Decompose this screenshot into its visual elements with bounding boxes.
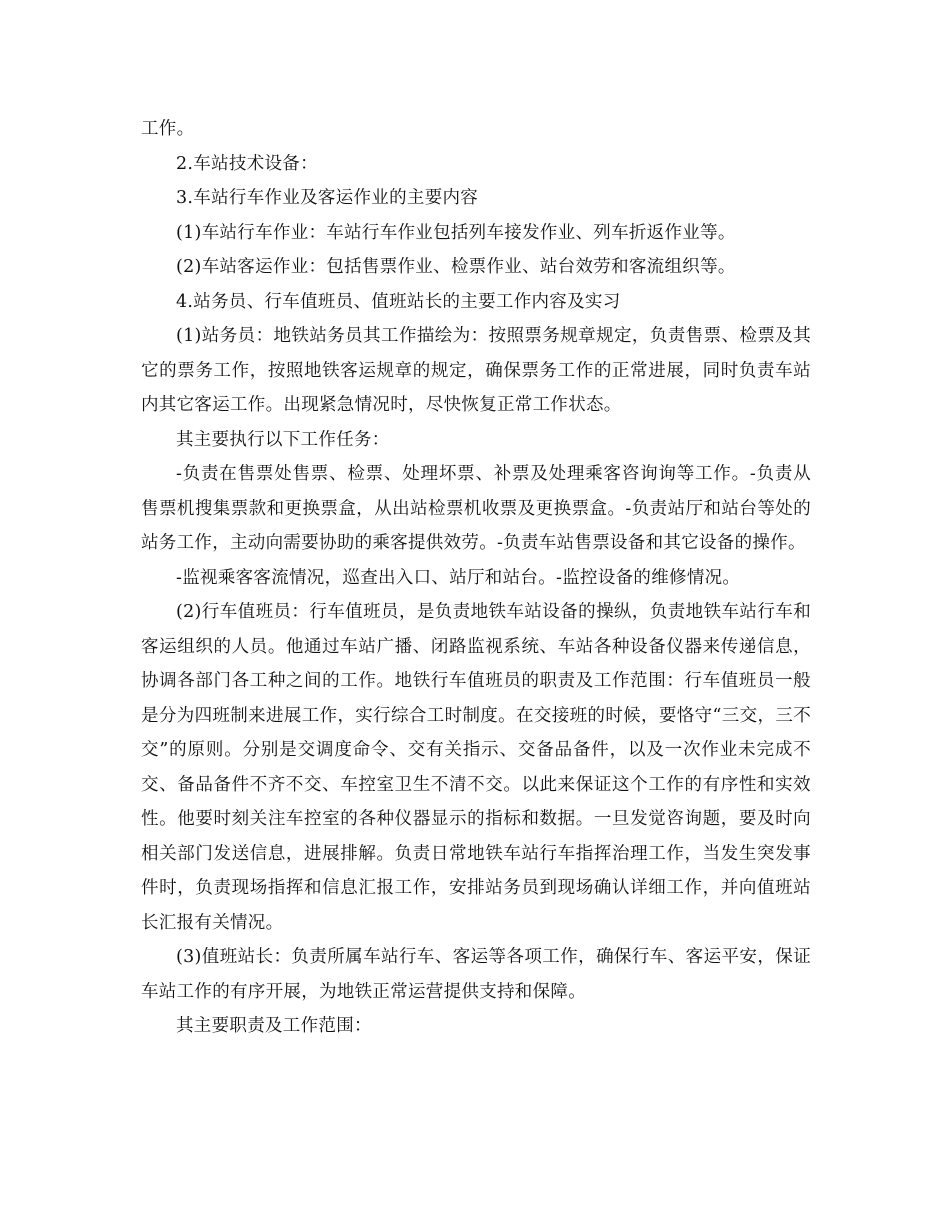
paragraph-continuation: 工作。 bbox=[141, 119, 195, 139]
paragraph-station-equipment: 2.车站技术设备： bbox=[176, 153, 318, 174]
paragraph-task-list: -负责在售票处售票、检票、处理坏票、补票及处理乘客咨询询等工作。-负责从售票机搜集票款和更换票盒，从出站检票机收票及更换票盒。-负责站厅和站台等处的站务工作，主动向需要协助的乘客提供效劳。-负责车站售票设备和其它设备的操作。 bbox=[141, 464, 811, 553]
paragraph-duties-intro: 其主要职责及工作范围： bbox=[176, 1016, 372, 1036]
paragraph-monitoring: -监视乘客客流情况，巡查出入口、站厅和站台。-监控设备的维修情况。 bbox=[176, 567, 741, 588]
paragraph-station-attendant: (1)站务员：地铁站务员其工作描绘为：按照票务规章规定，负责售票、检票及其它的票务工作，按照地铁客运规章的规定，确保票务工作的正常进展，同时负责车站内其它客运工作。出现紧急情况时，尽快恢复正常工作状态。 bbox=[141, 326, 811, 415]
paragraph-passenger-operations: (2)车站客运作业：包括售票作业、检票作业、站台效劳和客流组织等。 bbox=[176, 257, 736, 277]
paragraph-duty-officer: (2)行车值班员：行车值班员，是负责地铁车站设备的操纵，负责地铁车站行车和客运组织的人员。他通过车站广播、闭路监视系统、车站各种设备仪器来传递信息，协调各部门各工种之间的工作。地铁行车值班员的职责及工作范围：行车值班员一般是分为四班制来进展工作，实行综合工时制度。在交接班的时候，要恪守“三交，三不交”的原则。分别是交调度命令、交有关指示、交备品备件，以及一次作业未完成不交、备品备件不齐不交、车控室卫生不清不交。以此来保证这个工作的有序性和实效性。他要时刻关注车控室的各种仪器显示的指标和数据。一旦发觉咨询题，要及时向相关部门发送信息，进展排解。负责日常地铁车站行车指挥治理工作，当发生突发事件时，负责现场指挥和信息汇报工作，安排站务员到现场确认详细工作，并向值班站长汇报有关情况。 bbox=[141, 602, 811, 933]
paragraph-operations-heading: 3.车站行车作业及客运作业的主要内容 bbox=[176, 188, 479, 208]
paragraph-station-master: (3)值班站长：负责所属车站行车、客运等各项工作，确保行车、客运平安，保证车站工作的有序开展，为地铁正常运营提供支持和保障。 bbox=[141, 947, 811, 1002]
paragraph-tasks-intro: 其主要执行以下工作任务： bbox=[176, 429, 390, 450]
paragraph-roles-heading: 4.站务员、行车值班员、值班站长的主要工作内容及实习 bbox=[176, 291, 621, 312]
paragraph-train-operations: (1)车站行车作业：车站行车作业包括列车接发作业、列车折返作业等。 bbox=[176, 222, 736, 243]
document-body bbox=[141, 112, 811, 1044]
